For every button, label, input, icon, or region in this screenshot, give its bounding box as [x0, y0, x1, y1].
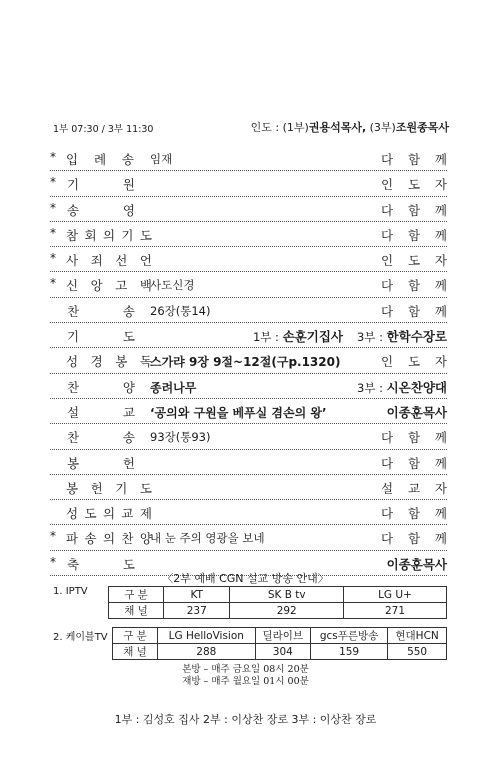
item-performer: 인 도 자	[381, 253, 447, 269]
table-cell: 채 널	[113, 644, 158, 660]
table-cell: 288	[158, 644, 256, 660]
item-name: 봉 헌 기 도	[66, 480, 152, 496]
item-performer: 인 도 자	[381, 354, 447, 370]
table-header: LG U+	[343, 587, 446, 603]
service-times: 1부 07:30 / 3부 11:30	[53, 124, 154, 135]
item-name: 입 례 송	[66, 152, 134, 167]
item-description: 내 눈 주의 영광을 보네	[150, 531, 265, 546]
usher-footer: 1부 : 김성호 집사 2부 : 이상찬 장로 3부 : 이상찬 장로	[114, 713, 377, 726]
item-name: 축 도	[67, 556, 135, 572]
leader-part1-label: 1부 :	[252, 330, 283, 345]
broadcast-schedule-primary: 본방 – 매주 금요일 08시 20분	[182, 664, 309, 675]
item-performer: 다 함 께	[381, 227, 447, 243]
worship-row	[50, 525, 447, 550]
standing-mark: *	[50, 529, 56, 544]
item-performer: 다 함 께	[381, 278, 447, 294]
table-header: SK B tv	[230, 587, 344, 603]
standing-mark: *	[50, 554, 56, 569]
iptv-label: 1. IPTV	[53, 586, 88, 597]
item-name: 성 도 의 교 제	[66, 506, 152, 522]
cable-channel-table	[112, 627, 447, 660]
item-performer: 다 함 께	[381, 531, 447, 547]
worship-row	[50, 298, 447, 323]
table-header: 딜라이브	[255, 628, 310, 644]
item-name: 기 도	[67, 329, 135, 345]
standing-mark: *	[50, 150, 56, 164]
item-description: 스가랴 9장 9절~12절(구p.1320)	[150, 355, 341, 370]
worship-row	[50, 171, 447, 196]
worship-row	[50, 348, 447, 373]
item-name: 찬 송	[67, 303, 135, 319]
item-description: 종려나무	[150, 380, 197, 395]
item-name: 설 교	[67, 404, 135, 420]
item-performer: 다 함 께	[381, 506, 447, 522]
item-name: 찬 양	[67, 379, 135, 395]
item-performer: 다 함 께	[381, 303, 447, 319]
worship-row	[50, 374, 447, 399]
order-of-worship	[50, 146, 447, 576]
item-performer: 이종훈목사	[386, 556, 447, 572]
service-header	[53, 119, 449, 135]
leader-part3-name: 한학수장로	[386, 329, 447, 345]
worship-row	[50, 450, 447, 475]
table-header: 현대HCN	[388, 628, 447, 644]
table-header: 구 분	[113, 628, 158, 644]
iptv-channel-table	[108, 586, 447, 619]
worship-row	[50, 399, 447, 424]
table-cell: 304	[255, 644, 310, 660]
worship-row	[50, 323, 447, 348]
prayer-leaders	[357, 378, 447, 396]
leader-part3-name: 시온찬양대	[386, 379, 447, 395]
item-performer: 인 도 자	[381, 177, 447, 193]
broadcast-schedule-rerun: 재방 – 매주 월요일 01시 00분	[182, 676, 309, 687]
item-name: 송 영	[67, 202, 135, 218]
item-performer: 이종훈목사	[386, 404, 447, 420]
leader-part1-name: 손훈기집사	[282, 329, 343, 345]
prayer-leaders	[253, 327, 447, 345]
item-name: 봉 헌	[67, 455, 135, 471]
table-cell: 292	[230, 603, 344, 619]
standing-mark: *	[50, 225, 56, 240]
cable-label: 2. 케이블TV	[53, 632, 108, 643]
worship-row	[50, 146, 447, 171]
item-performer: 설 교 자	[381, 480, 447, 496]
item-description: ‘공의와 구원을 베푸실 겸손의 왕’	[150, 405, 327, 420]
item-performer: 다 함 께	[381, 152, 447, 167]
table-cell: 550	[388, 644, 447, 660]
worship-row	[50, 272, 447, 297]
item-name: 참 회 의 기 도	[66, 227, 152, 243]
item-name: 신 앙 고 백	[66, 278, 152, 294]
item-name: 찬 송	[67, 430, 135, 446]
standing-mark: *	[50, 175, 56, 190]
item-description: 사도신경	[150, 278, 195, 293]
table-cell: 271	[343, 603, 446, 619]
item-performer: 다 함 께	[381, 202, 447, 218]
worship-row	[50, 475, 447, 500]
table-header: KT	[164, 587, 230, 603]
item-name: 성 경 봉 독	[66, 354, 152, 370]
table-header: LG HelloVision	[158, 628, 256, 644]
standing-mark: *	[50, 200, 56, 215]
item-performer: 다 함 께	[381, 455, 447, 471]
worship-row	[50, 222, 447, 247]
item-description: 26장(통14)	[150, 303, 211, 318]
leader-part3-label: 3부 :	[356, 330, 387, 345]
item-name: 기 원	[67, 177, 135, 193]
table-header: 구 분	[109, 587, 164, 603]
table-cell: 159	[311, 644, 388, 660]
standing-mark: *	[50, 276, 56, 291]
worship-row	[50, 247, 447, 272]
worship-row	[50, 424, 447, 449]
table-cell: 채 널	[109, 603, 164, 619]
table-cell: 237	[164, 603, 230, 619]
standing-mark: *	[50, 251, 56, 266]
table-header: gcs푸른방송	[311, 628, 388, 644]
item-name: 사 죄 선 언	[66, 253, 152, 269]
worship-row	[50, 500, 447, 525]
item-performer: 다 함 께	[381, 430, 447, 446]
service-leader: 인도 : (1부)권용석목사, (3부)조원종목사	[250, 121, 449, 134]
item-description: 93장(통93)	[150, 430, 211, 445]
cgn-broadcast-title: 〈2부 예배 CGN 설교 방송 안내〉	[162, 572, 329, 585]
item-description: 임재	[150, 152, 173, 166]
leader-part3-label: 3부 :	[356, 380, 387, 395]
item-name: 파 송 의 찬 양	[66, 531, 152, 547]
worship-row	[50, 197, 447, 222]
